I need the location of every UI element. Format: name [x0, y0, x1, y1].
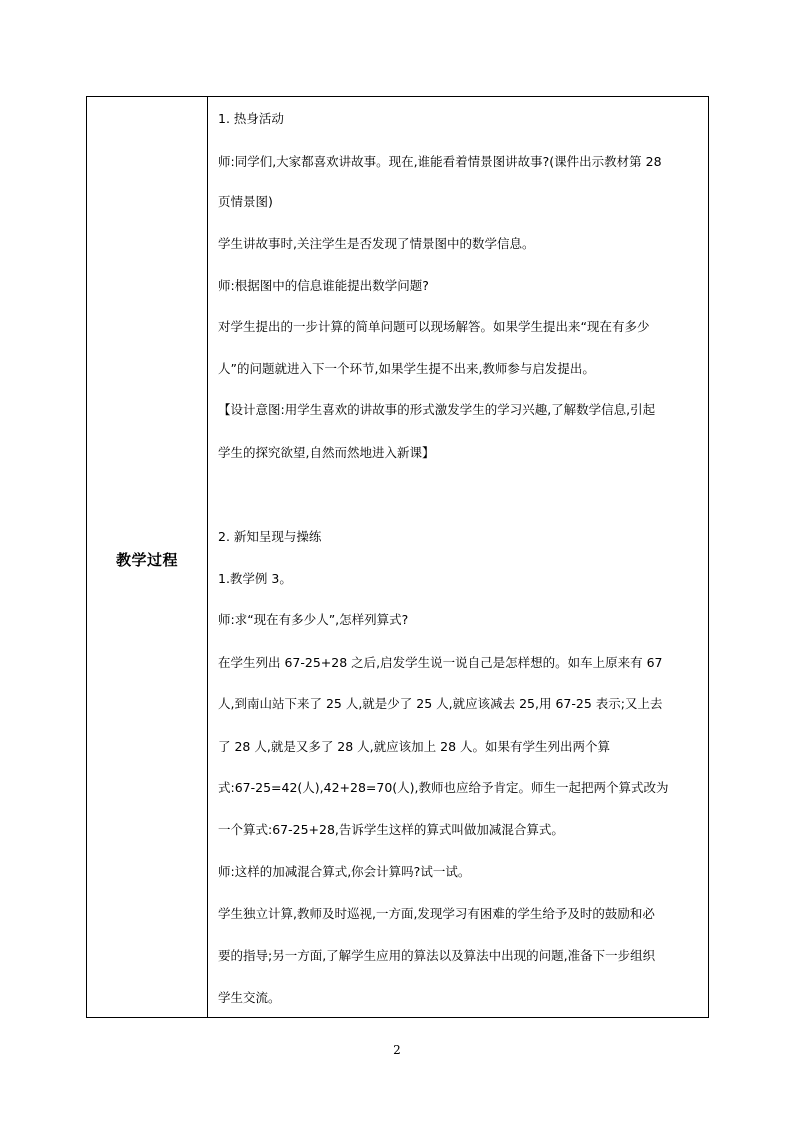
- paragraph-line: 一个算式:67-25+28,告诉学生这样的算式叫做加减混合算式。: [218, 822, 564, 837]
- paragraph-line: 在学生列出 67-25+28 之后,启发学生说一说自己是怎样想的。如车上原来有 67: [218, 655, 663, 670]
- page-number: 2: [393, 1043, 401, 1057]
- paragraph-line: 页情景图): [218, 194, 273, 209]
- paragraph-line: 师:这样的加减混合算式,你会计算吗?试一试。: [218, 864, 471, 879]
- content-cell: [208, 97, 708, 1017]
- paragraph-line: 式:67-25=42(人),42+28=70(人),教师也应给予肯定。师生一起把两个算式改为: [218, 780, 669, 795]
- heading-new-knowledge: 2. 新知呈现与操练: [218, 529, 322, 544]
- paragraph-line: 对学生提出的一步计算的简单问题可以现场解答。如果学生提出来“现在有多少: [218, 319, 650, 334]
- paragraph-line: 要的指导;另一方面,了解学生应用的算法以及算法中出现的问题,准备下一步组织: [218, 948, 656, 963]
- paragraph-line: 师:同学们,大家都喜欢讲故事。现在,谁能看着情景图讲故事?(课件出示教材第 28: [218, 154, 662, 169]
- paragraph-line: 学生独立计算,教师及时巡视,一方面,发现学习有困难的学生给予及时的鼓励和必: [218, 906, 655, 921]
- section-label-cell: [87, 97, 208, 1017]
- paragraph-line: 学生讲故事时,关注学生是否发现了情景图中的数学信息。: [218, 236, 535, 251]
- paragraph-line: 人,到南山站下来了 25 人,就是少了 25 人,就应该减去 25,用 67-25 表示;又上去: [218, 696, 663, 711]
- paragraph-line: 1.教学例 3。: [218, 571, 292, 586]
- paragraph-line: 学生交流。: [218, 990, 281, 1005]
- design-intent-line: 学生的探究欲望,自然而然地进入新课】: [218, 445, 435, 460]
- paragraph-line: 师:求“现在有多少人”,怎样列算式?: [218, 612, 409, 627]
- design-intent-line: 【设计意图:用学生喜欢的讲故事的形式激发学生的学习兴趣,了解数学信息,引起: [218, 402, 656, 417]
- lesson-table: [86, 96, 709, 1018]
- paragraph-line: 师:根据图中的信息谁能提出数学问题?: [218, 278, 429, 293]
- section-label: 教学过程: [115, 551, 178, 569]
- paragraph-line: 了 28 人,就是又多了 28 人,就应该加上 28 人。如果有学生列出两个算: [218, 739, 611, 754]
- heading-warmup: 1. 热身活动: [218, 111, 284, 126]
- paragraph-line: 人”的问题就进入下一个环节,如果学生提不出来,教师参与启发提出。: [218, 361, 595, 376]
